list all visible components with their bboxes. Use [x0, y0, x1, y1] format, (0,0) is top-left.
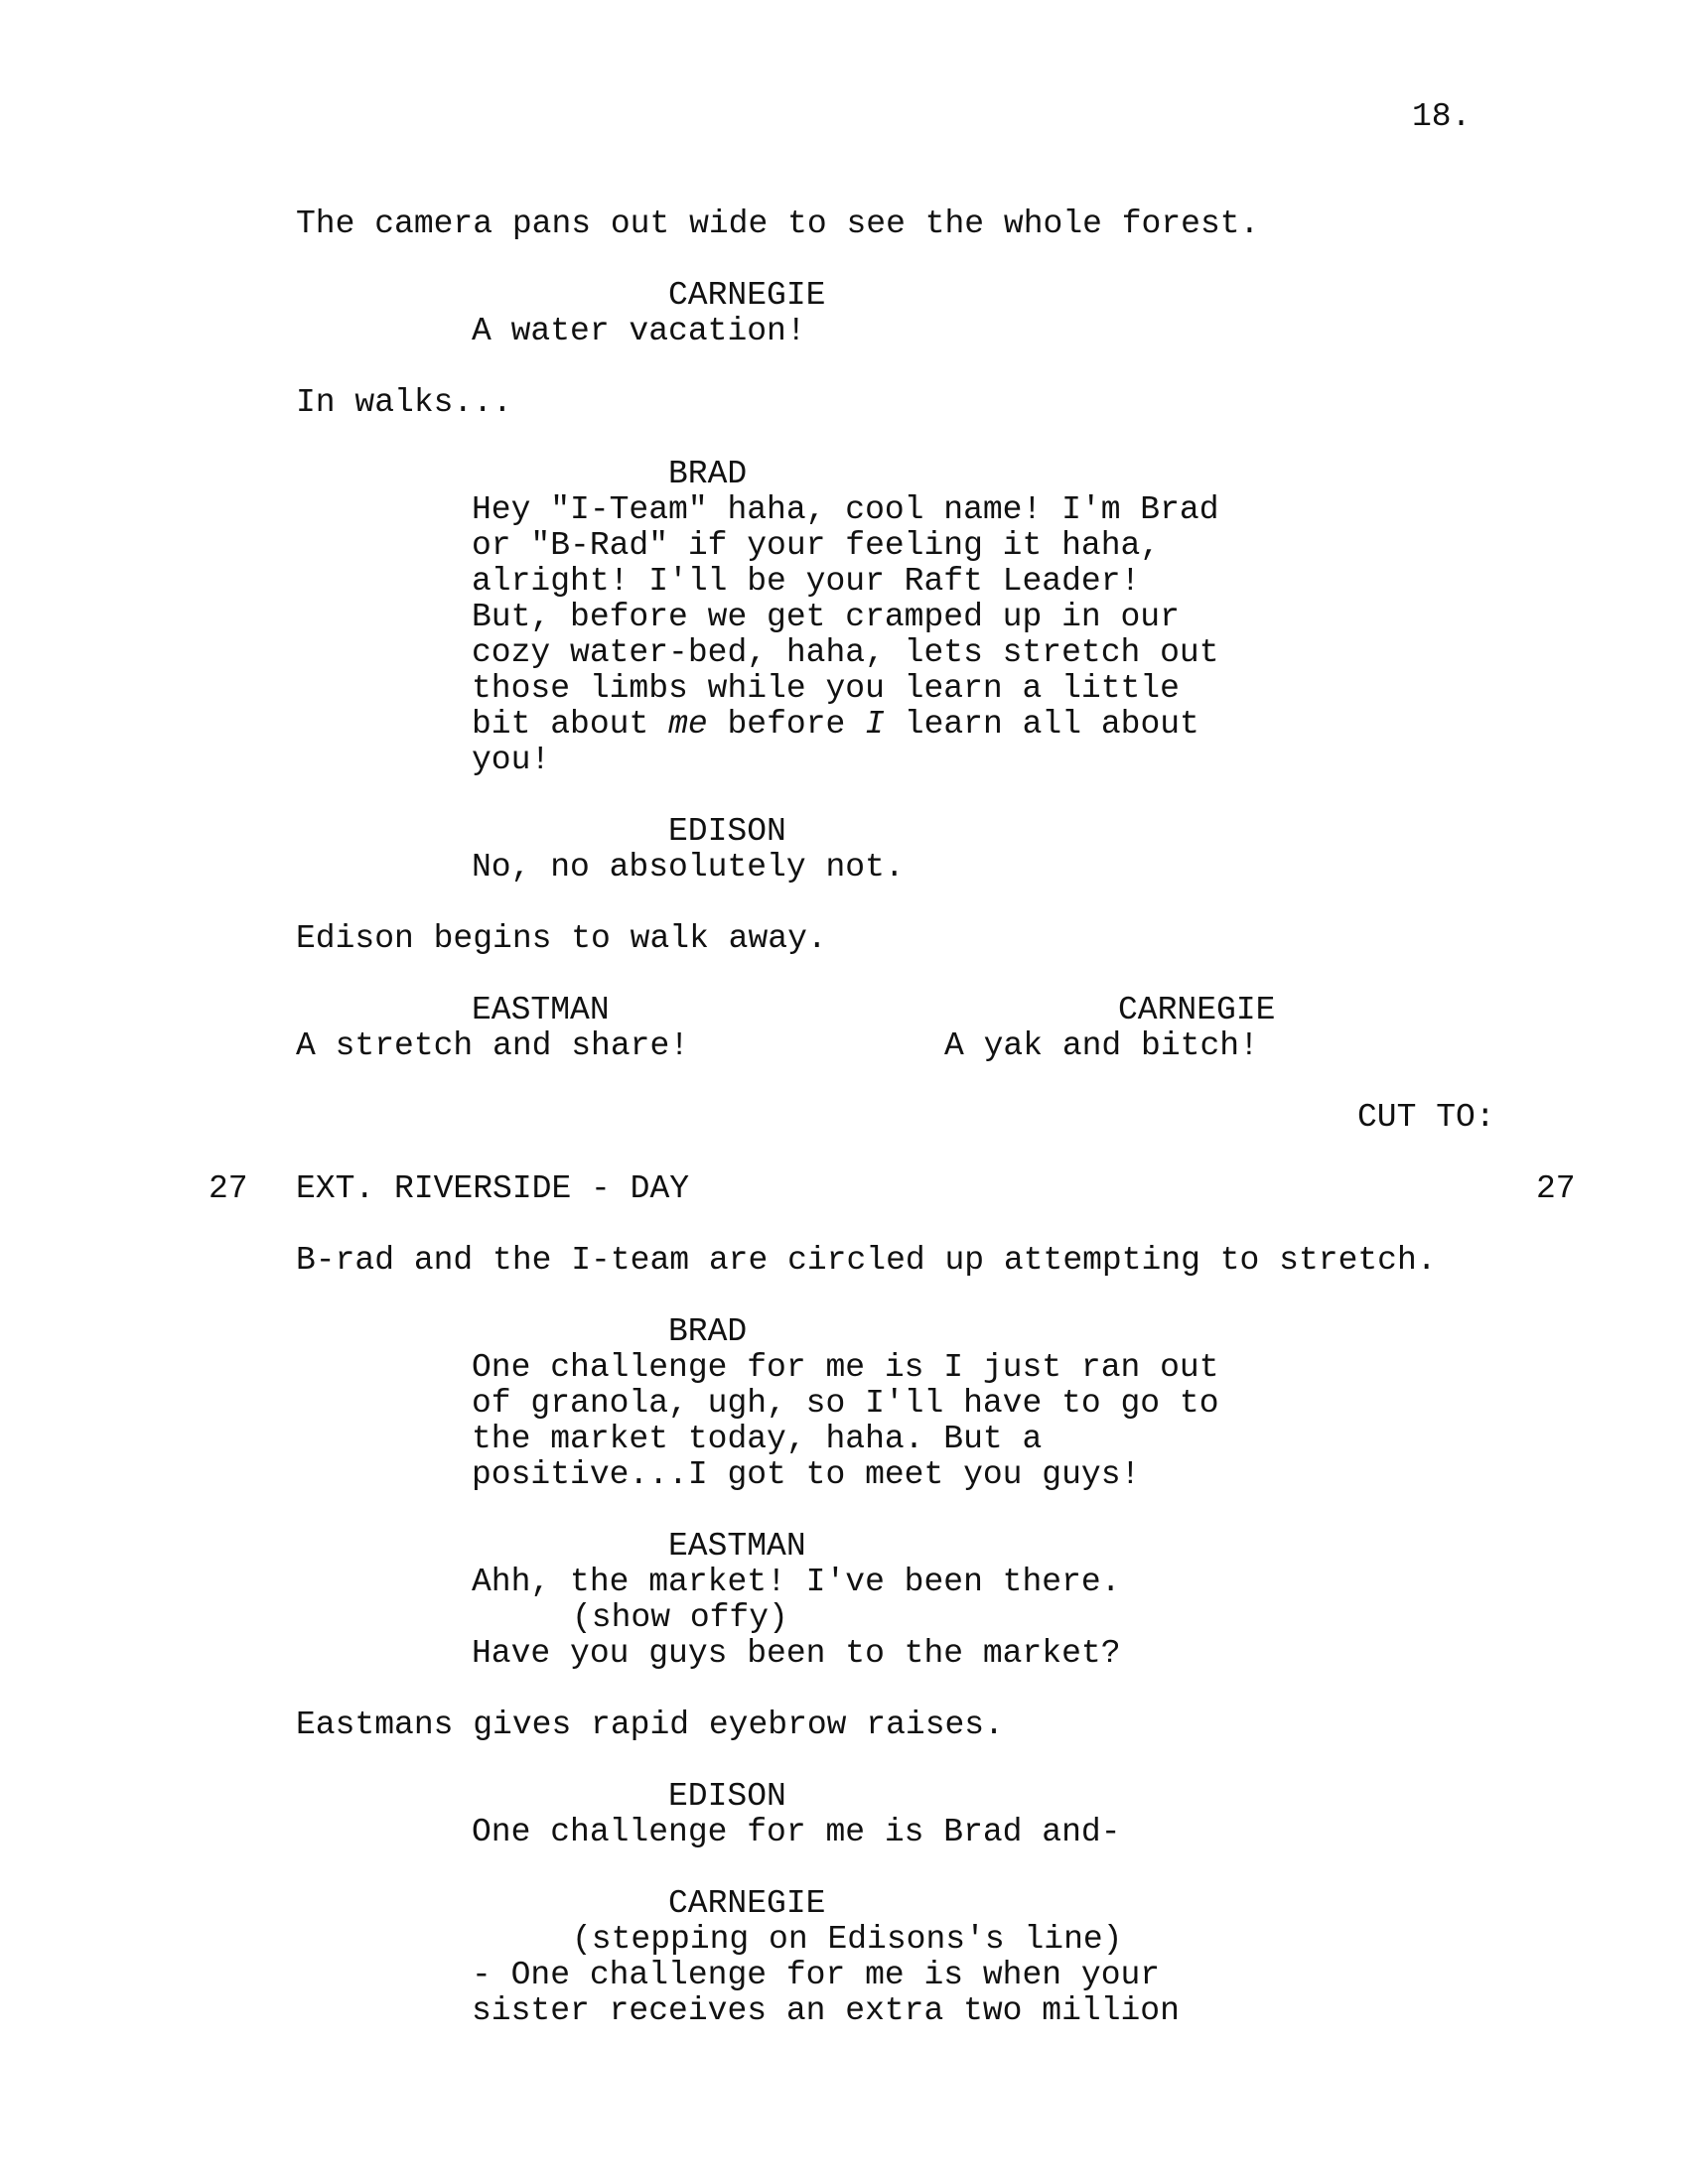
dialogue-line: you!: [472, 742, 551, 778]
action-line: Eastmans gives rapid eyebrow raises.: [296, 1706, 1004, 1743]
scene-number-right: 27: [1536, 1170, 1576, 1207]
dialogue-line: sister receives an extra two million: [472, 1992, 1180, 2029]
dialogue-line: cozy water-bed, haha, lets stretch out: [472, 634, 1219, 671]
dual-dialogue-left: A stretch and share!: [296, 1027, 690, 1064]
dialogue-line: Ahh, the market! I've been there.: [472, 1564, 1121, 1600]
dual-dialogue-right: A yak and bitch!: [944, 1027, 1259, 1064]
dialogue-line: One challenge for me is Brad and-: [472, 1814, 1121, 1850]
character-name: EDISON: [668, 1778, 786, 1815]
dialogue-line: the market today, haha. But a: [472, 1421, 1043, 1457]
dialogue-line: Hey "I-Team" haha, cool name! I'm Brad: [472, 491, 1219, 528]
dialogue-line: positive...I got to meet you guys!: [472, 1456, 1141, 1493]
dual-character-right: CARNEGIE: [1118, 992, 1276, 1028]
action-line: The camera pans out wide to see the whole forest.: [296, 205, 1260, 242]
dialogue-line: alright! I'll be your Raft Leader!: [472, 563, 1141, 600]
character-name: EASTMAN: [668, 1528, 806, 1565]
page-number: 18.: [1412, 98, 1472, 135]
character-name: EDISON: [668, 813, 786, 850]
dialogue-line: One challenge for me is I just ran out: [472, 1349, 1219, 1386]
character-name: CARNEGIE: [668, 1885, 826, 1922]
dialogue-line: A water vacation!: [472, 313, 806, 349]
dialogue-line: or "B-Rad" if your feeling it haha,: [472, 527, 1161, 564]
dialogue-line: those limbs while you learn a little: [472, 670, 1180, 707]
character-name: BRAD: [668, 1313, 748, 1350]
emphasized-word: me: [668, 706, 708, 743]
dialogue-line: No, no absolutely not.: [472, 849, 905, 886]
dialogue-line: But, before we get cramped up in our: [472, 599, 1180, 635]
action-line: In walks...: [296, 384, 512, 421]
dual-character-left: EASTMAN: [472, 992, 610, 1028]
scene-number-left: 27: [209, 1170, 248, 1207]
character-name: CARNEGIE: [668, 277, 826, 314]
parenthetical: (show offy): [572, 1599, 788, 1636]
character-name: BRAD: [668, 456, 748, 492]
dialogue-line: Have you guys been to the market?: [472, 1635, 1121, 1672]
dialogue-line: of granola, ugh, so I'll have to go to: [472, 1385, 1219, 1422]
action-line: Edison begins to walk away.: [296, 920, 827, 957]
parenthetical: (stepping on Edisons's line): [572, 1921, 1123, 1958]
transition: CUT TO:: [1357, 1099, 1495, 1136]
emphasized-word: I: [865, 706, 885, 743]
action-line: B-rad and the I-team are circled up attempting to stretch.: [296, 1242, 1437, 1279]
dialogue-line: - One challenge for me is when your: [472, 1957, 1161, 1993]
dialogue-line-emphasis: bit about me before I learn all about: [472, 706, 1199, 743]
scene-heading: EXT. RIVERSIDE - DAY: [296, 1170, 690, 1207]
